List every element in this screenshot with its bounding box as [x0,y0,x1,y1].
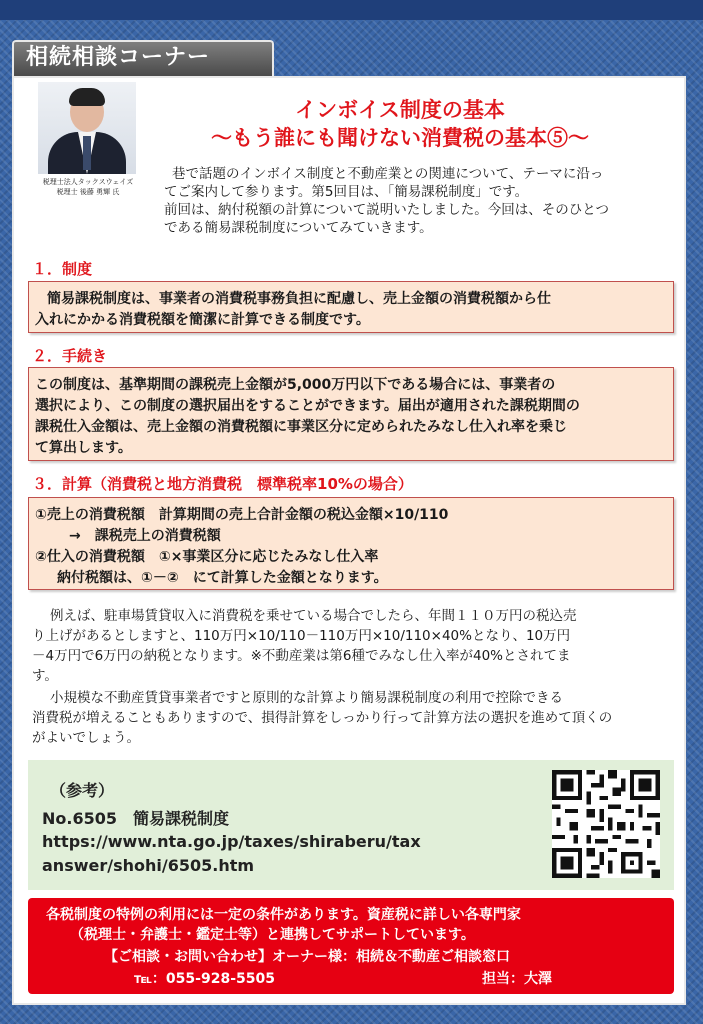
section-box-2 [28,367,674,461]
author-firm: 税理士法人タックスウェイズ [42,178,134,186]
section-box-3 [28,497,674,590]
top-strip [0,0,703,20]
body-line: 小規模な不動産賃貸事業者ですと原則的な計算より簡易課税制度の利用で控除できる [50,690,563,706]
section-box-1 [28,281,674,333]
box-line: → 課税売上の消費税額 [69,528,221,544]
intro-line: 巷で話題のインボイス制度と不動産業との関連について、テーマに沿っ [172,166,604,182]
article-subtitle: ～もう誰にも聞けない消費税の基本⑤～ [211,125,589,150]
box-line: 納付税額は、①－② にて計算した金額となります。 [57,570,388,586]
contact-tel[interactable]: ℡：055-928-5505 [134,971,275,987]
box-line: ①売上の消費税額 計算期間の売上合計金額の税込金額×10/110 [35,507,449,523]
section-heading: ２．手続き [32,347,108,365]
article-title: インボイス制度の基本 [295,97,505,122]
reference-item: No.6505 簡易課税制度 [42,809,229,828]
box-line: 課税仕入金額は、売上金額の消費税額に事業区分に定められたみなし仕入れ率を乗じ [35,419,567,435]
author-name: 税理士 後藤 勇輝 氏 [56,188,120,196]
body-line: －4万円で6万円の納税となります。※不動産業は第6種でみなし仕入率が40%とされてま [32,648,571,664]
contact-inquiry: 【ご相談・お問い合わせ】オーナー様：相続＆不動産ご相談窓口 [104,949,510,965]
intro-line: てご案内して参ります。第5回目は、「簡易課税制度」です。 [164,184,529,200]
intro-line: 前回は、納付税額の計算について説明いたしました。今回は、そのひとつ [164,202,609,218]
intro-line: である簡易課税制度についてみていきます。 [164,220,433,236]
body-line: がよいでしょう。 [32,730,140,746]
body-line: 例えば、駐車場賃貸収入に消費税を乗せている場合でしたら、年間１１０万円の税込売 [50,608,577,624]
author-photo [38,82,136,174]
body-line: り上げがあるとしますと、110万円×10/110－110万円×10/110×40%となり、10万円 [32,628,571,644]
body-line: 消費税が増えることもありますので、損得計算をしっかり行って計算方法の選択を進めて頂くの [32,710,613,726]
reference-url-continued[interactable]: answer/shohi/6505.htm [42,856,255,875]
contact-support: （税理士・弁護士・鑑定士等）と連携してサポートしています。 [70,927,475,943]
body-line: す。 [32,668,58,684]
box-line: 選択により、この制度の選択届出をすることができます。届出が適用された課税期間の [35,398,580,414]
box-line: 簡易課税制度は、事業者の消費税事務負担に配慮し、売上金額の消費税額から仕 [47,291,551,307]
box-line: ②仕入の消費税額 ①×事業区分に応じたみなし仕入率 [35,549,379,565]
reference-url[interactable]: https://www.nta.go.jp/taxes/shiraberu/tax [42,832,421,851]
box-line: 入れにかかる消費税額を簡潔に計算できる制度です。 [35,312,370,328]
box-line: て算出します。 [35,440,132,456]
section-heading: １．制度 [32,260,93,278]
qr-code-icon[interactable] [552,770,660,878]
reference-heading: （参考） [50,781,115,800]
contact-notice: 各税制度の特例の利用には一定の条件があります。資産税に詳しい各専門家 [46,907,521,923]
contact-person: 担当：大澤 [482,971,552,987]
corner-title: 相続相談コーナー [12,40,274,76]
box-line: この制度は、基準期間の課税売上金額が5,000万円以下である場合には、事業者の [35,377,556,393]
section-heading: ３．計算（消費税と地方消費税 標準税率10%の場合） [32,475,413,493]
